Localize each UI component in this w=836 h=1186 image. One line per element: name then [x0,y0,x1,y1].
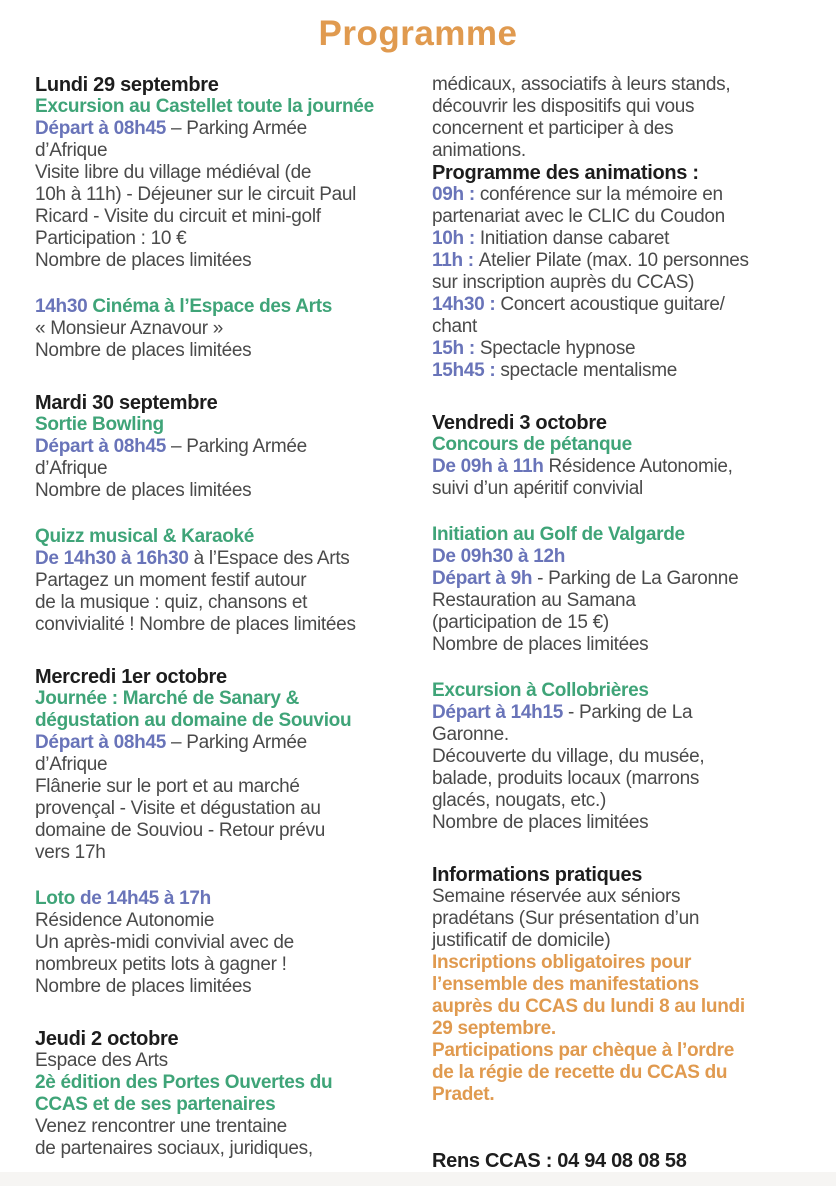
text-line [35,250,427,272]
text-line [35,570,427,592]
text-line [432,724,816,746]
text-run-purple: De 09h30 à 12h [432,546,566,567]
text-run-purple: 14h30 [35,296,93,317]
text-run-purple: De 14h30 à 16h30 [35,548,189,569]
text-run-body: Restauration au Samana [432,590,636,611]
text-run-body: Résidence Autonomie, [548,456,733,477]
text-line [35,480,427,502]
text-run-body: Espace des Arts [35,1050,168,1071]
text-run-orange: Pradet. [432,1084,495,1105]
text-run-orange: auprès du CCAS du lundi 8 au lundi [432,996,745,1017]
text-line [432,206,816,228]
text-line [35,1050,427,1072]
block-friday-oct-3 [432,412,816,500]
text-run-body: Initiation danse cabaret [479,228,670,249]
text-run-green: Cinéma à l’Espace des Arts [92,296,333,317]
text-line [35,414,427,436]
text-run-purple: 14h30 : [432,294,501,315]
text-line [35,1094,427,1116]
text-run-body: 10h à 11h) - Déjeuner sur le circuit Paul [35,184,357,205]
text-run-body: « Monsieur Aznavour » [35,318,224,339]
text-run-body: – Parking Armée [165,732,307,753]
text-line [35,392,427,414]
text-line [35,458,427,480]
text-run-green: dégustation au domaine de Souviou [35,710,352,731]
text-run-green: Excursion au Castellet toute la journée [35,96,374,117]
text-run-purple: 11h : [432,250,479,271]
text-line [35,74,427,96]
block-thursday-oct-2 [35,1028,427,1160]
text-run-body: glacés, nougats, etc.) [432,790,607,811]
text-run-body: Flânerie sur le port et au marché [35,776,300,797]
text-line [35,228,427,250]
text-line [35,318,427,340]
text-run-body: d’Afrique [35,754,108,775]
text-line [35,710,427,732]
text-run-body: convivialité ! Nombre de places limitées [35,614,356,635]
text-line [432,412,816,434]
text-line [35,296,427,318]
block-quizz-musical-karaoke [35,526,427,636]
page-bottom-edge [0,1172,836,1186]
text-line [432,272,816,294]
text-run-body: conférence sur la mémoire en [479,184,723,205]
text-run-purple: Départ à 08h45 [35,732,166,753]
text-run-green: Loto [35,888,80,909]
text-line [432,812,816,834]
text-line [432,74,816,96]
text-line [432,316,816,338]
text-line [432,96,816,118]
text-run-body: Spectacle hypnose [479,338,636,359]
text-line [432,1084,816,1106]
text-line [432,634,816,656]
text-run-purple: De 09h à 11h [432,456,549,477]
text-run-body: de partenaires sociaux, juridiques, [35,1138,313,1159]
text-run-body: suivi d’un apéritif convivial [432,478,643,499]
text-run-day: Vendredi 3 octobre [432,412,607,434]
text-run-body: de la musique : quiz, chansons et [35,592,308,613]
text-line [432,250,816,272]
text-run-green: Sortie Bowling [35,414,164,435]
text-line [432,1150,816,1172]
text-run-body: concernent et participer à des [432,118,674,139]
text-run-body: chant [432,316,477,337]
text-run-body: sur inscription auprès du CCAS) [432,272,695,293]
block-contact-ccas [432,1150,816,1172]
text-line [35,798,427,820]
text-run-purple: 15h : [432,338,480,359]
block-portes-ouvertes-continued [432,74,816,382]
text-line [432,524,816,546]
block-wednesday-oct-1 [35,666,427,864]
text-line [432,886,816,908]
text-line [35,96,427,118]
text-line [35,820,427,842]
text-run-body: - Parking de La [567,702,693,723]
text-run-body: Nombre de places limitées [35,480,252,501]
text-line [35,954,427,976]
text-run-body: domaine de Souviou - Retour prévu [35,820,326,841]
text-run-body: vers 17h [35,842,106,863]
page-title: Programme [318,14,518,53]
text-line [432,294,816,316]
text-line [35,776,427,798]
text-run-body: Visite libre du village médiéval (de [35,162,312,183]
text-run-day: Mardi 30 septembre [35,392,218,414]
text-line [35,666,427,688]
text-run-body: Nombre de places limitées [35,250,252,271]
block-loto [35,888,427,998]
block-tuesday-sept-30 [35,392,427,502]
text-run-day: Mercredi 1er octobre [35,666,227,688]
block-cinema-espace-des-arts [35,296,427,362]
text-line [432,1018,816,1040]
text-line [432,864,816,886]
text-line [35,1072,427,1094]
text-line [432,184,816,206]
text-line [432,790,816,812]
text-run-body: Nombre de places limitées [35,976,252,997]
block-infos-pratiques [432,864,816,1106]
text-line [432,974,816,996]
text-line [432,930,816,952]
text-line [432,996,816,1018]
text-run-green: Excursion à Collobrières [432,680,649,701]
text-run-body: Participation : 10 € [35,228,187,249]
text-line [432,568,816,590]
text-run-body: Partagez un moment festif autour [35,570,307,591]
text-line [35,118,427,140]
text-run-green: Quizz musical & Karaoké [35,526,255,547]
text-line [35,932,427,954]
text-run-body: Garonne. [432,724,509,745]
text-line [35,162,427,184]
text-line [35,1028,427,1050]
text-line [432,338,816,360]
text-run-green: Journée : Marché de Sanary & [35,688,300,709]
text-line [432,456,816,478]
column-right [432,74,816,1172]
text-line [432,680,816,702]
text-run-body: Nombre de places limitées [432,634,649,655]
text-run-body: Découverte du village, du musée, [432,746,705,767]
text-line [432,140,816,162]
block-monday-sept-29 [35,74,427,272]
text-run-day: Programme des animations : [432,162,699,184]
text-line [35,614,427,636]
text-line [35,842,427,864]
text-run-body: animations. [432,140,526,161]
text-line [35,206,427,228]
text-run-body: – Parking Armée [165,118,307,139]
text-run-orange: Inscriptions obligatoires pour [432,952,692,973]
text-line [35,548,427,570]
text-line [35,1116,427,1138]
text-line [35,526,427,548]
text-run-orange: de la régie de recette du CCAS du [432,1062,728,1083]
text-run-purple: 15h45 : [432,360,501,381]
text-line [432,360,816,382]
text-run-body: Concert acoustique guitare/ [500,294,725,315]
text-line [35,184,427,206]
text-line [432,434,816,456]
text-run-body: découvrir les dispositifs qui vous [432,96,695,117]
text-line [432,952,816,974]
text-run-day: Informations pratiques [432,864,643,886]
text-line [432,702,816,724]
text-run-body: médicaux, associatifs à leurs stands, [432,74,731,95]
text-run-body: Un après-midi convivial avec de [35,932,294,953]
text-line [35,732,427,754]
text-run-orange: 29 septembre. [432,1018,556,1039]
text-line [432,590,816,612]
text-line [35,436,427,458]
block-golf-valgarde [432,524,816,656]
column-left [35,74,427,1160]
text-run-purple: Départ à 14h15 [432,702,568,723]
text-run-day: Rens CCAS : 04 94 08 08 58 [432,1150,687,1172]
block-excursion-collobrieres [432,680,816,834]
text-run-body: spectacle mentalisme [500,360,678,381]
text-run-purple: 10h : [432,228,480,249]
text-run-body: Nombre de places limitées [432,812,649,833]
text-line [35,888,427,910]
text-run-body: partenariat avec le CLIC du Coudon [432,206,725,227]
text-line [35,976,427,998]
text-run-body: Nombre de places limitées [35,340,252,361]
text-run-body: d’Afrique [35,140,108,161]
text-run-green: Initiation au Golf de Valgarde [432,524,685,545]
text-run-body: Ricard - Visite du circuit et mini-golf [35,206,321,227]
text-line [432,612,816,634]
text-run-purple: Départ à 08h45 [35,118,166,139]
text-run-green: Concours de pétanque [432,434,632,455]
text-line [432,1040,816,1062]
text-run-purple: 09h : [432,184,480,205]
text-run-day: Jeudi 2 octobre [35,1028,179,1050]
text-run-body: Semaine réservée aux séniors [432,886,681,907]
text-run-body: – Parking Armée [165,436,307,457]
text-run-body: Venez rencontrer une trentaine [35,1116,287,1137]
text-run-purple: de 14h45 à 17h [79,888,211,909]
text-run-body: justificatif de domicile) [432,930,611,951]
text-line [432,228,816,250]
text-line [35,754,427,776]
text-run-body: - Parking de La Garonne [537,568,739,589]
text-run-orange: l’ensemble des manifestations [432,974,699,995]
text-run-body: nombreux petits lots à gagner ! [35,954,287,975]
text-line [35,592,427,614]
text-line [35,1138,427,1160]
text-line [35,688,427,710]
text-line [35,340,427,362]
text-run-body: pradétans (Sur présentation d’un [432,908,700,929]
text-run-body: (participation de 15 €) [432,612,609,633]
text-run-orange: Participations par chèque à l’ordre [432,1040,735,1061]
text-run-body: balade, produits locaux (marrons [432,768,700,789]
text-line [432,546,816,568]
text-line [432,162,816,184]
text-run-green: 2è édition des Portes Ouvertes du [35,1072,333,1093]
text-run-body: provençal - Visite et dégustation au [35,798,321,819]
text-run-body: Résidence Autonomie [35,910,215,931]
text-run-green: CCAS et de ses partenaires [35,1094,276,1115]
text-line [35,910,427,932]
text-run-day: Lundi 29 septembre [35,74,219,96]
text-run-body: Atelier Pilate (max. 10 personnes [478,250,749,271]
text-run-purple: Départ à 08h45 [35,436,166,457]
text-line [432,746,816,768]
text-line [432,478,816,500]
text-line [432,1062,816,1084]
text-line [35,140,427,162]
text-line [432,118,816,140]
text-run-purple: Départ à 9h [432,568,538,589]
text-run-body: à l’Espace des Arts [188,548,350,569]
text-run-body: d’Afrique [35,458,108,479]
text-line [432,908,816,930]
text-line [432,768,816,790]
